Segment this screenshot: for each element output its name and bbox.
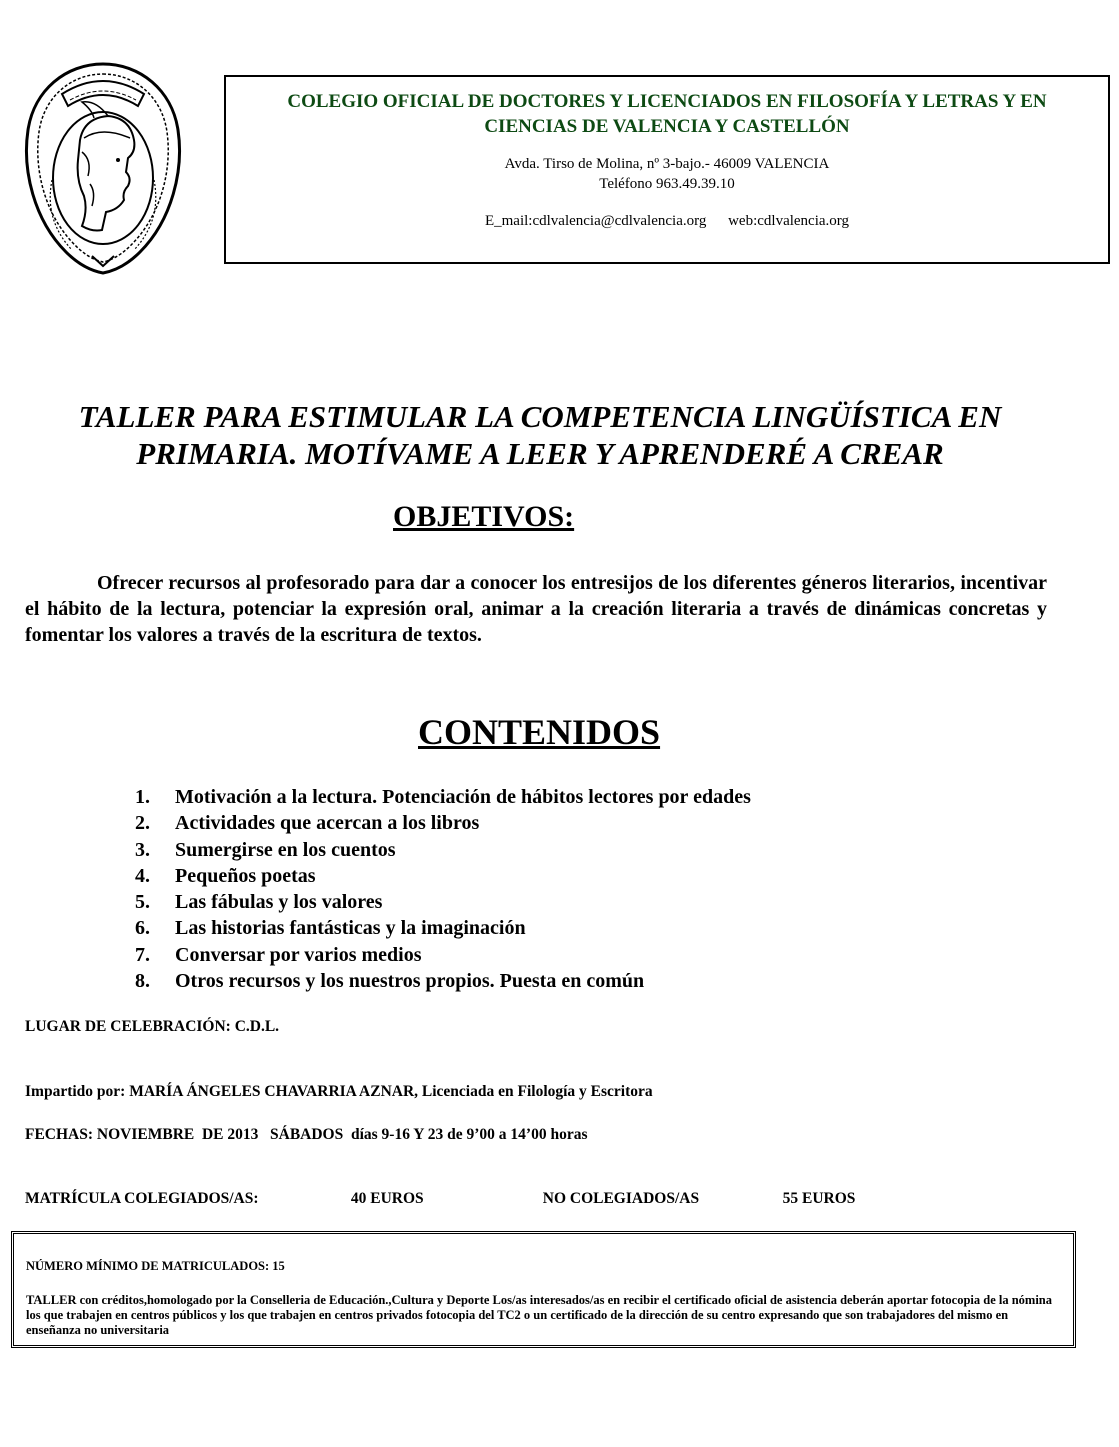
- certificate-note: TALLER con créditos,homologado por la Conselleria de Educación.,Cultura y Deporte Los/as interesados/as en recibir el certificado oficial de asistencia deberán aportar fotocopia de la nómina los que trabajen en centros públicos y los que trabajen en centros privados fotocopia del TC2 o un certificado de la dirección de su centro expresando que son trabajadores del mismo en enseñanza no universitaria: [26, 1293, 1053, 1337]
- institution-name: COLEGIO OFICIAL DE DOCTORES Y LICENCIADOS EN FILOSOFÍA Y LETRAS Y EN CIENCIAS DE VALENCIA Y CASTELLÓN: [287, 91, 1047, 137]
- fee-nonmembers-label: NO COLEGIADOS/AS: [542, 1190, 700, 1207]
- instructor-label: Impartido por:: [25, 1083, 126, 1100]
- fee-members-label: MATRÍCULA COLEGIADOS/AS:: [25, 1190, 259, 1207]
- list-item: 6. Las historias fantásticas y la imaginación: [135, 917, 526, 940]
- list-item: 4. Pequeños poetas: [135, 864, 316, 887]
- footer-box: [11, 1231, 1076, 1348]
- instructor-role: Licenciada en Filología y Escritora: [421, 1083, 653, 1100]
- workshop-title: TALLER PARA ESTIMULAR LA COMPETENCIA LINGÜÍSTICA EN PRIMARIA. MOTÍVAME A LEER Y APRENDERÉ A CREAR: [78, 399, 1002, 471]
- instructor-name: MARÍA ÁNGELES CHAVARRIA AZNAR,: [129, 1083, 419, 1100]
- list-item: 2. Actividades que acercan a los libros: [135, 812, 480, 835]
- fee-nonmembers-value: 55 EUROS: [782, 1190, 856, 1207]
- fee-members-value: 40 EUROS: [350, 1190, 424, 1207]
- institution-web: web:cdlvalencia.org: [728, 213, 850, 229]
- list-item: 5. Las fábulas y los valores: [135, 891, 383, 914]
- list-item: 1. Motivación a la lectura. Potenciación de hábitos lectores por edades: [135, 786, 751, 808]
- list-item: 3. Sumergirse en los cuentos: [135, 838, 396, 861]
- fees-line: [25, 1190, 855, 1208]
- institution-phone: Teléfono 963.49.39.10: [599, 176, 735, 192]
- institution-email: E_mail:cdlvalencia@cdlvalencia.org: [484, 213, 707, 229]
- contents-list: [135, 784, 751, 994]
- objectives-heading: OBJETIVOS:: [393, 500, 575, 533]
- list-item: 8. Otros recursos y los nuestros propios. Puesta en común: [135, 970, 645, 993]
- contents-heading: CONTENIDOS: [418, 712, 661, 752]
- list-item: 7. Conversar por varios medios: [135, 943, 422, 966]
- minimum-enrollment: NÚMERO MÍNIMO DE MATRICULADOS: 15: [26, 1259, 285, 1273]
- location-line: LUGAR DE CELEBRACIÓN: C.D.L.: [25, 1018, 280, 1035]
- institution-seal-logo: [22, 60, 184, 275]
- institution-address: Avda. Tirso de Molina, nº 3-bajo.- 46009 VALENCIA: [504, 156, 830, 172]
- instructor-line: [25, 1083, 653, 1101]
- header-box: [224, 75, 1110, 264]
- dates-line: FECHAS: NOVIEMBRE DE 2013 SÁBADOS días 9-16 Y 23 de 9’00 a 14’00 horas: [25, 1126, 588, 1143]
- objectives-text: Ofrecer recursos al profesorado para dar a conocer los entresijos de los diferentes géneros literarios, incentivar el hábito de la lectura, potenciar la expresión oral, animar a la creación literaria a través de dinámicas concretas y fomentar los valores a través de la escritura de textos.: [25, 572, 1047, 646]
